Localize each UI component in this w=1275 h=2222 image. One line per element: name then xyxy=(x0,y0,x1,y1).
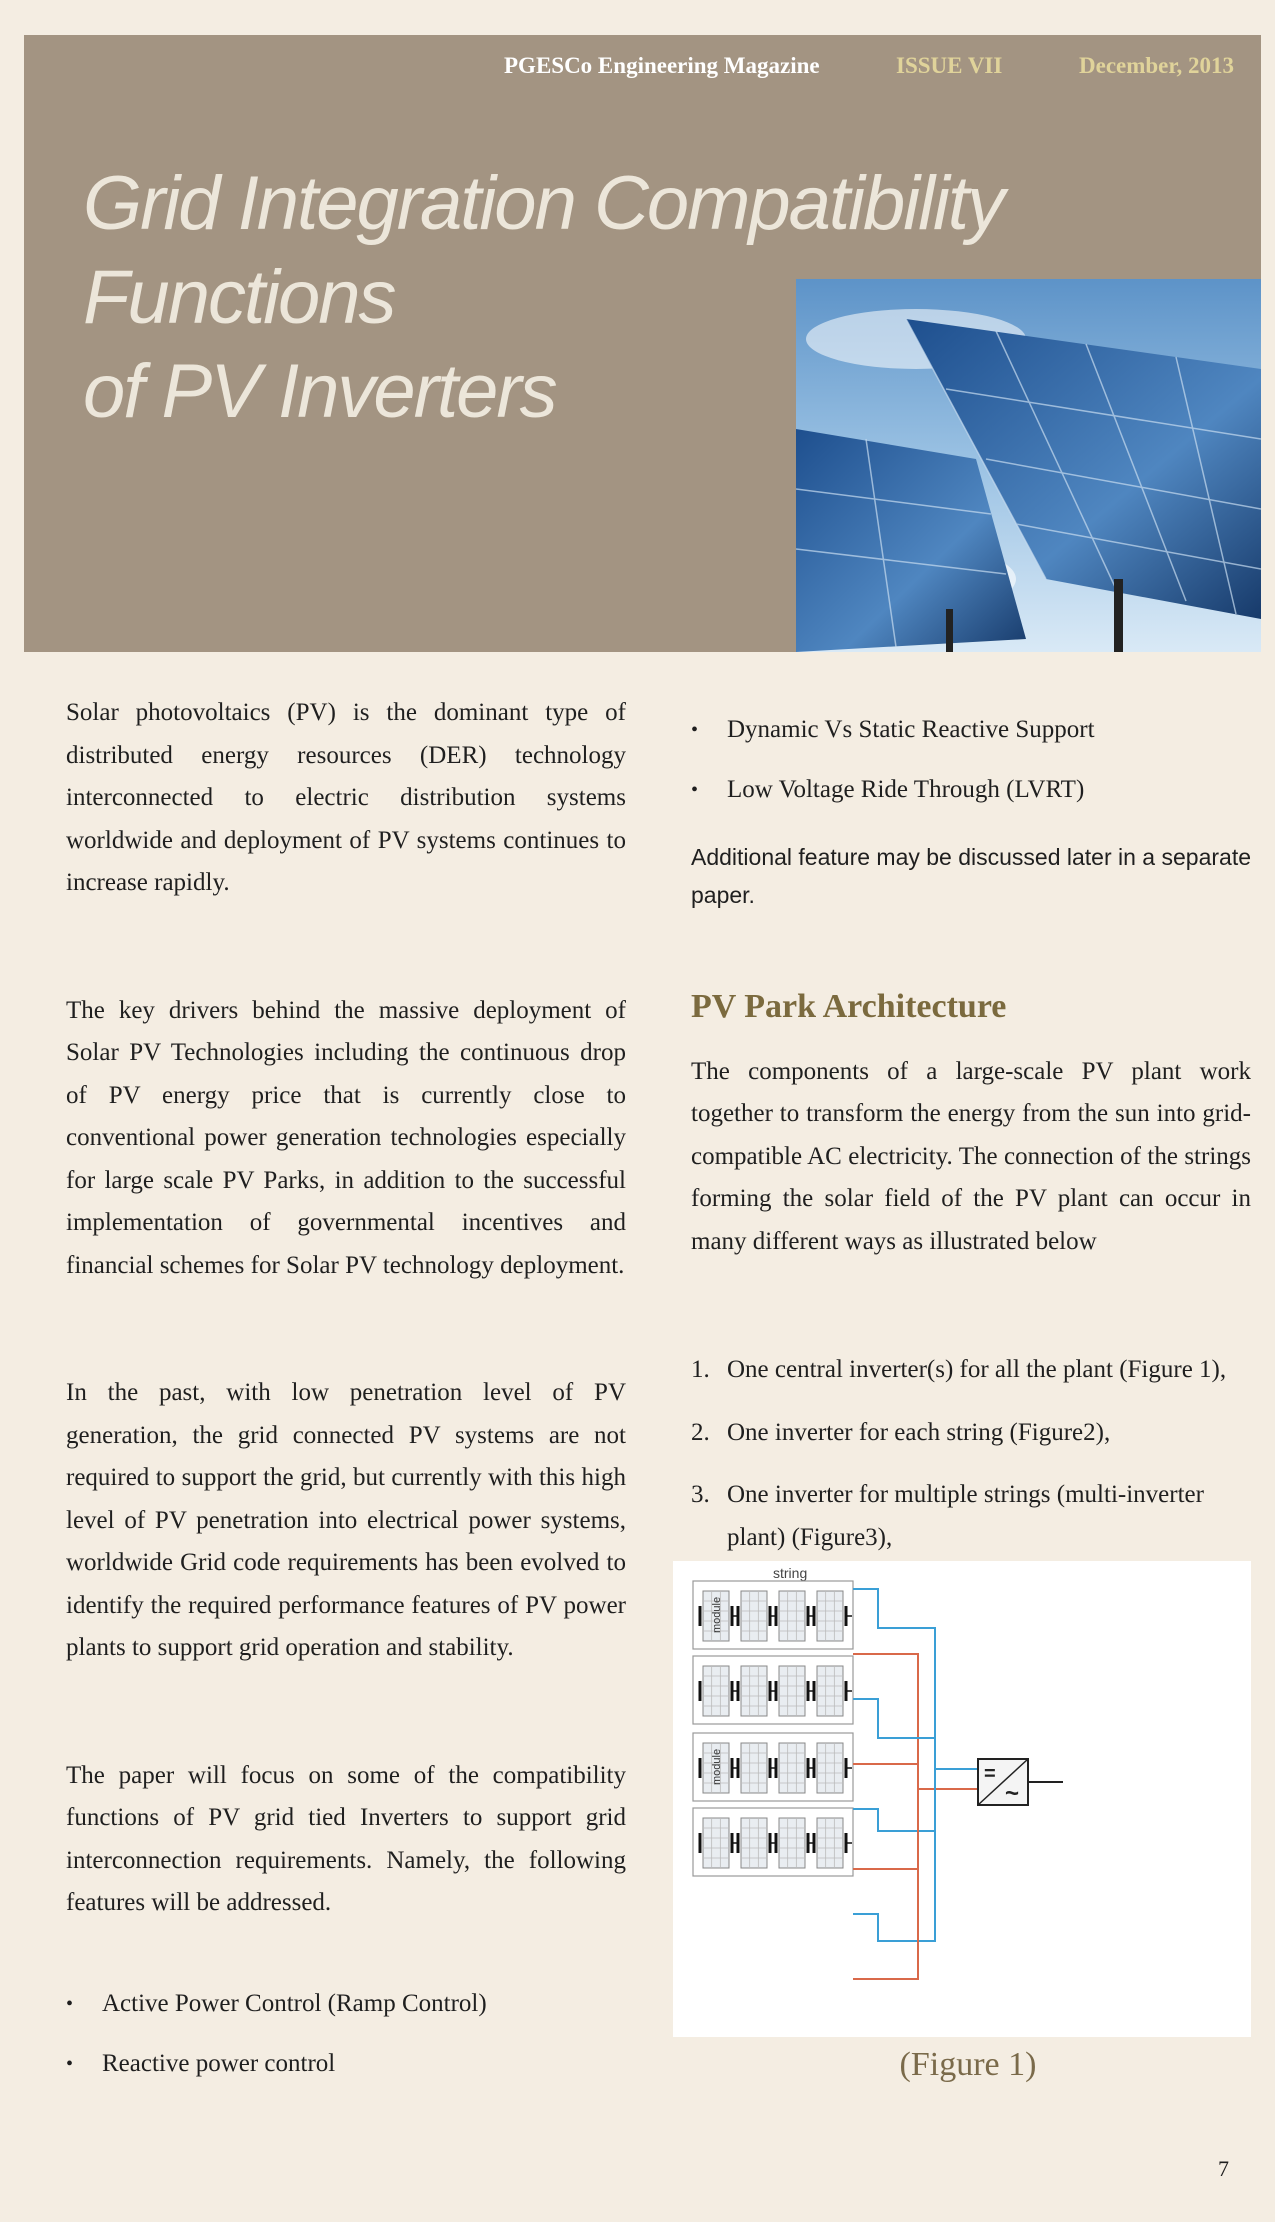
paragraph: In the past, with low penetration level of PV generation, the grid connected PV systems are not required to support the grid, but currently with this high level of PV penetration into electrical power systems, worldwide Grid code requirements has been evolved to identify the required performance features of PV power plants to support grid operation and stability. xyxy=(66,1379,626,1661)
pv-module xyxy=(700,1818,738,1868)
pv-module xyxy=(776,1743,814,1793)
figure-1-diagram xyxy=(673,1561,1251,2037)
numbered-list xyxy=(691,1349,1251,1559)
module-label: module xyxy=(711,1596,723,1633)
bullet-icon: • xyxy=(66,1993,74,2016)
list-item: 1. One central inverter(s) for all the plant (Figure 1), xyxy=(691,1356,1227,1383)
feature-list xyxy=(66,1975,626,2095)
pv-module xyxy=(738,1818,776,1868)
bullet-icon: • xyxy=(691,778,699,801)
list-item: 2. One inverter for each string (Figure2), xyxy=(691,1418,1111,1446)
solar-panel-photo xyxy=(796,279,1261,652)
paragraph: The paper will focus on some of the compatibility functions of PV grid tied Inverters to support grid interconnection requirements. Namely, the following features will be addressed. xyxy=(66,1761,626,1916)
pv-module xyxy=(776,1818,814,1868)
additional-note: Additional feature may be discussed later in a separate paper. xyxy=(691,844,1251,908)
page-number: 7 xyxy=(1218,2156,1229,2181)
list-item: • Active Power Control (Ramp Control) xyxy=(66,1975,626,2035)
pv-module xyxy=(814,1591,852,1641)
inverter-icon xyxy=(978,1759,1063,1807)
title-line-2: of PV Inverters xyxy=(83,349,556,434)
bullet-icon: • xyxy=(66,2053,74,2076)
inverter-dc-symbol: = xyxy=(984,1763,996,1785)
paragraph: Solar photovoltaics (PV) is the dominant type of distributed energy resources (DER) technology interconnected to electric distribution systems worldwide and deployment of PV systems continues to increase rapidly. xyxy=(66,699,626,896)
list-item: • Reactive power control xyxy=(66,2035,626,2095)
string-label: string xyxy=(773,1565,808,1581)
list-item: • Dynamic Vs Static Reactive Support xyxy=(691,700,1251,760)
pv-module xyxy=(814,1743,852,1793)
header-banner xyxy=(24,35,1261,652)
pv-module xyxy=(738,1743,776,1793)
left-column xyxy=(66,692,626,2095)
title-line-1: Grid Integration Compatibility Functions xyxy=(83,161,1003,340)
pv-module xyxy=(776,1666,814,1716)
inverter-ac-symbol: ~ xyxy=(1005,1780,1020,1807)
feature-list-continued xyxy=(691,700,1251,820)
section-heading: PV Park Architecture xyxy=(691,988,1007,1025)
module-label: module xyxy=(711,1748,723,1785)
pv-module xyxy=(700,1666,738,1716)
issue-date: December, 2013 xyxy=(1079,53,1234,78)
paragraph: The key drivers behind the massive deployment of Solar PV Technologies including the continuous drop of PV energy price that is currently close to conventional power generation technologies especially for large scale PV Parks, in addition to the successful implementation of governmental incentives and financial schemes for Solar PV technology deployment. xyxy=(66,996,626,1279)
list-item: • Low Voltage Ride Through (LVRT) xyxy=(691,760,1251,820)
bullet-icon: • xyxy=(691,718,699,741)
paragraph: The components of a large-scale PV plant work together to transform the energy from the sun into grid-compatible AC electricity. The connection of the strings forming the solar field of the PV plant can occur in many different ways as illustrated below xyxy=(691,1057,1251,1255)
magazine-name: PGESCo Engineering Magazine xyxy=(504,53,820,78)
pv-module xyxy=(814,1818,852,1868)
figure-caption: (Figure 1) xyxy=(899,2046,1037,2083)
wiring xyxy=(853,1589,978,1979)
pv-module xyxy=(738,1591,776,1641)
right-column xyxy=(691,700,1251,1579)
pv-module xyxy=(776,1591,814,1641)
list-item: 3. One inverter for multiple strings (multi-inverter plant) (Figure3), xyxy=(691,1481,1204,1551)
pv-module xyxy=(738,1666,776,1716)
issue-number: ISSUE VII xyxy=(896,53,1003,78)
string-rows xyxy=(693,1581,853,1876)
pv-module xyxy=(814,1666,852,1716)
